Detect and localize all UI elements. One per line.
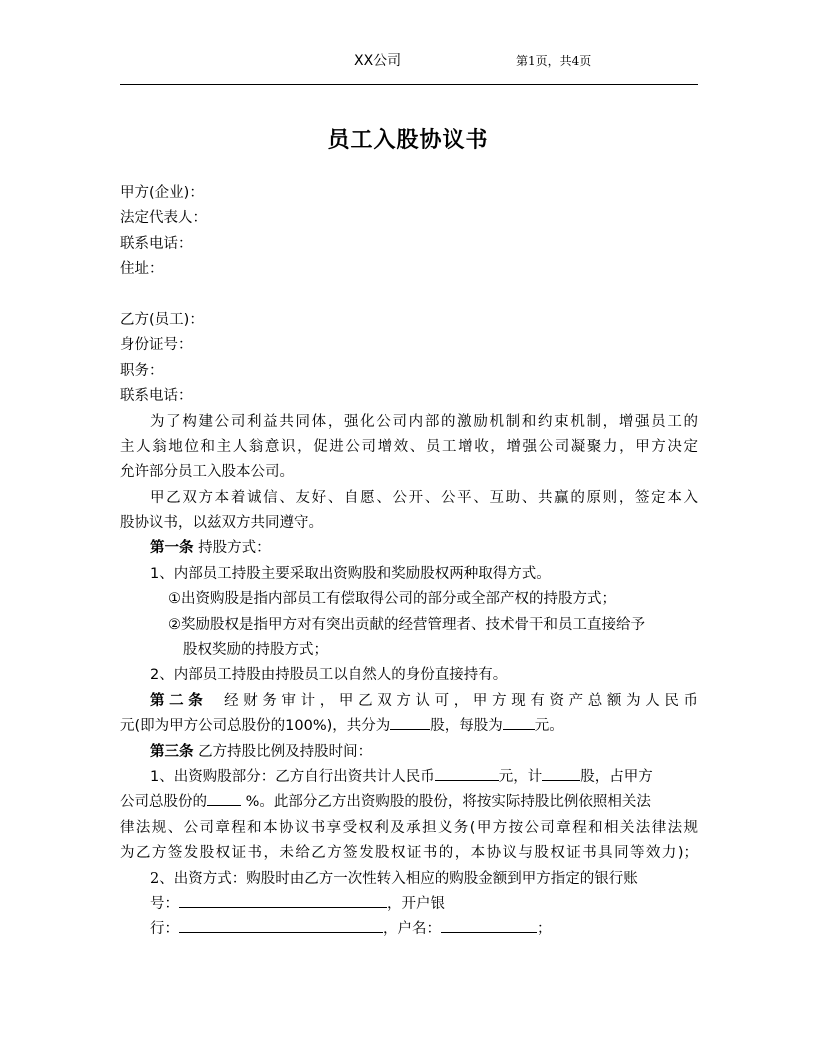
intro-p2-line1: 甲乙双方本着诚信、友好、自愿、公开、公平、互助、共赢的原则，签定本入 xyxy=(150,489,698,506)
shares-blank[interactable] xyxy=(542,766,580,781)
party-a-phone: 联系电话： xyxy=(120,235,193,252)
party-b-name: 乙方(员工)： xyxy=(120,311,204,328)
article1-item1: 1、内部员工持股主要采取出资购股和奖励股权两种取得方式。 xyxy=(150,565,551,582)
article1-heading xyxy=(120,536,698,561)
article2-label: 第二条 xyxy=(150,692,208,709)
account-name-blank[interactable] xyxy=(441,918,537,933)
intro-p2-line2: 股协议书，以兹双方共同遵守。 xyxy=(120,515,323,532)
header-page-info: 第1页，共4页 xyxy=(516,54,592,68)
page-header xyxy=(120,48,698,85)
article3-item1-text-a: 1、出资购股部分：乙方自行出资共计人民币 xyxy=(150,768,435,785)
semicolon: ； xyxy=(537,921,552,938)
party-b-phone: 联系电话： xyxy=(120,388,193,405)
account-number-blank[interactable] xyxy=(179,893,387,908)
bank-label-cont: 行： xyxy=(150,921,179,938)
article3-item1-text-b: 元，计 xyxy=(498,768,543,785)
article3-item1-line2 xyxy=(120,790,698,815)
article2-text-a: 元(即为甲方公司总股份的100%)，共分为 xyxy=(120,718,391,735)
intro-p1-line3: 允许部分员工入股本公司。 xyxy=(120,464,294,481)
article2-text-b: 股，每股为 xyxy=(430,718,503,735)
account-name-label: ，户名： xyxy=(383,921,441,938)
header-company: XX公司 xyxy=(354,53,402,69)
article3-item1-line1 xyxy=(120,765,698,790)
shares-count-blank[interactable] xyxy=(390,715,430,730)
document-title: 员工入股协议书 xyxy=(327,127,489,153)
amount-blank[interactable] xyxy=(435,766,499,781)
article3-item2-line3 xyxy=(120,917,698,942)
article3-l2-text-a: 公司总股份的 xyxy=(120,794,207,811)
article3-line3: 律法规、公司章程和本协议书享受权利及承担义务(甲方按公司章程和相关法律法规 xyxy=(120,819,698,836)
party-b-position: 职务： xyxy=(120,362,164,379)
party-b-id: 身份证号： xyxy=(120,337,193,354)
party-a-name: 甲方(企业)： xyxy=(120,185,204,201)
article2-line1 xyxy=(120,689,698,714)
spacer xyxy=(120,283,698,308)
article2-text: 经财务审计，甲乙双方认可，甲方现有资产总额为人民币 xyxy=(219,692,699,709)
article3-heading-text: 乙方持股比例及持股时间： xyxy=(193,743,373,760)
percent-blank[interactable] xyxy=(207,791,241,806)
party-a-address: 住址： xyxy=(120,261,164,278)
article1-sub2-line1: ②奖励股权是指甲方对有突出贡献的经营管理者、技术骨干和员工直接给予 xyxy=(168,616,645,633)
article1-sub2-line2: 股权奖励的持股方式； xyxy=(183,642,328,659)
article3-label: 第三条 xyxy=(150,743,194,760)
article3-item2-line1: 2、出资方式：购股时由乙方一次性转入相应的购股金额到甲方指定的银行账 xyxy=(150,870,638,887)
account-label: 号： xyxy=(150,895,179,912)
document-body xyxy=(120,181,698,943)
article1-item2: 2、内部员工持股由持股员工以自然人的身份直接持有。 xyxy=(150,667,508,684)
article2-text-c: 元。 xyxy=(534,718,564,735)
article1-heading-text: 持股方式： xyxy=(193,540,271,557)
article1-label: 第一条 xyxy=(150,540,194,557)
article3-heading xyxy=(120,740,698,765)
bank-name-blank[interactable] xyxy=(179,918,383,933)
article3-line4: 为乙方签发股权证书，未给乙方签发股权证书的，本协议与股权证书具同等效力)； xyxy=(120,845,698,862)
share-price-blank[interactable] xyxy=(503,715,535,730)
intro-p1-line1: 为了构建公司利益共同体，强化公司内部的激励机制和约束机制，增强员工的 xyxy=(150,413,698,430)
article2-line2 xyxy=(120,714,698,739)
article3-item1-text-c: 股，占甲方 xyxy=(580,768,653,785)
article3-item2-line2 xyxy=(120,892,698,917)
article1-sub1: ①出资购股是指内部员工有偿取得公司的部分或全部产权的持股方式； xyxy=(168,591,616,608)
article3-l2-text-b: %。此部分乙方出资购股的股份，将按实际持股比例依照相关法 xyxy=(241,794,651,811)
intro-p1-line2: 主人翁地位和主人翁意识，促进公司增效、员工增收，增强公司凝聚力，甲方决定 xyxy=(120,438,698,455)
party-a-rep: 法定代表人： xyxy=(120,210,207,227)
bank-label: ，开户银 xyxy=(387,895,445,912)
